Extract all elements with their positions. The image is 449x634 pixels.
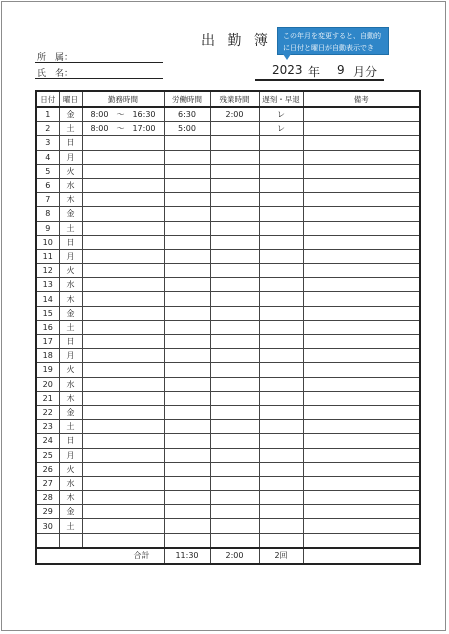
- date-cell: 1: [36, 107, 59, 122]
- late-early-cell[interactable]: レ: [259, 107, 303, 122]
- table-row: [36, 320, 420, 334]
- weekday-cell: 金: [59, 207, 82, 221]
- table-row: [36, 122, 420, 136]
- weekday-cell: 火: [59, 363, 82, 377]
- work-hours-cell[interactable]: [82, 349, 164, 363]
- work-hours-cell[interactable]: [82, 448, 164, 462]
- overtime-cell[interactable]: [210, 377, 259, 391]
- table-row: [36, 249, 420, 263]
- weekday-cell: 日: [59, 136, 82, 150]
- work-hours-cell[interactable]: [82, 434, 164, 448]
- late-early-cell[interactable]: [259, 136, 303, 150]
- overtime-cell[interactable]: [210, 505, 259, 519]
- notes-cell[interactable]: [303, 122, 420, 136]
- date-cell: 9: [36, 221, 59, 235]
- table-row: [36, 292, 420, 306]
- year-unit: 年: [308, 65, 321, 79]
- hint-callout: この年月を変更すると、自動的に日付と曜日が自動表示でき: [277, 27, 389, 55]
- attendance-table: [35, 90, 421, 565]
- table-row: [36, 505, 420, 519]
- year-value[interactable]: 2023: [272, 63, 303, 77]
- header-late-early: 遅刻・早退: [259, 91, 303, 107]
- late-early-cell[interactable]: [259, 349, 303, 363]
- notes-cell[interactable]: [303, 448, 420, 462]
- labor-time-cell[interactable]: [164, 505, 210, 519]
- total-overtime: 2:00: [210, 548, 259, 564]
- weekday-cell: 火: [59, 462, 82, 476]
- late-early-cell[interactable]: [259, 278, 303, 292]
- table-row: [36, 207, 420, 221]
- date-cell: 21: [36, 391, 59, 405]
- overtime-cell[interactable]: [210, 462, 259, 476]
- notes-cell[interactable]: [303, 476, 420, 490]
- late-early-cell[interactable]: [259, 221, 303, 235]
- table-row: [36, 264, 420, 278]
- notes-cell[interactable]: [303, 193, 420, 207]
- overtime-cell[interactable]: [210, 320, 259, 334]
- late-early-cell[interactable]: [259, 405, 303, 419]
- overtime-cell[interactable]: [210, 405, 259, 419]
- name-underline: [35, 78, 163, 79]
- weekday-cell: [59, 533, 82, 548]
- work-hours-cell[interactable]: [82, 249, 164, 263]
- date-cell: 17: [36, 335, 59, 349]
- labor-time-cell[interactable]: [164, 306, 210, 320]
- notes-cell[interactable]: [303, 235, 420, 249]
- labor-time-cell[interactable]: [164, 448, 210, 462]
- date-cell: 24: [36, 434, 59, 448]
- date-cell: 27: [36, 476, 59, 490]
- notes-cell[interactable]: [303, 306, 420, 320]
- table-row: [36, 391, 420, 405]
- page-title: 出 勤 簿: [201, 33, 272, 49]
- work-hours-cell[interactable]: [82, 363, 164, 377]
- start-time: 8:00: [90, 124, 109, 134]
- time-separator: ～: [116, 110, 125, 120]
- date-cell: 23: [36, 420, 59, 434]
- labor-time-cell[interactable]: [164, 519, 210, 533]
- work-hours-cell[interactable]: [82, 193, 164, 207]
- late-early-cell[interactable]: [259, 420, 303, 434]
- late-early-cell[interactable]: [259, 533, 303, 548]
- department-underline: [35, 62, 163, 63]
- table-row: [36, 462, 420, 476]
- weekday-cell: 木: [59, 193, 82, 207]
- work-hours-cell[interactable]: [82, 150, 164, 164]
- overtime-cell[interactable]: [210, 207, 259, 221]
- late-early-cell[interactable]: [259, 320, 303, 334]
- weekday-cell: 月: [59, 349, 82, 363]
- callout-pointer: [283, 54, 291, 60]
- table-row: [36, 448, 420, 462]
- work-hours-cell[interactable]: [82, 264, 164, 278]
- end-time: 17:00: [132, 124, 156, 134]
- notes-cell[interactable]: [303, 363, 420, 377]
- late-early-cell[interactable]: [259, 335, 303, 349]
- late-early-cell[interactable]: [259, 306, 303, 320]
- notes-cell[interactable]: [303, 320, 420, 334]
- labor-time-cell[interactable]: [164, 136, 210, 150]
- late-early-cell[interactable]: [259, 505, 303, 519]
- table-row: [36, 150, 420, 164]
- weekday-cell: 火: [59, 264, 82, 278]
- overtime-cell[interactable]: [210, 363, 259, 377]
- date-cell: 14: [36, 292, 59, 306]
- weekday-cell: 月: [59, 249, 82, 263]
- notes-cell[interactable]: [303, 278, 420, 292]
- weekday-cell: 水: [59, 178, 82, 192]
- work-hours-cell[interactable]: [82, 505, 164, 519]
- work-hours-cell[interactable]: [82, 221, 164, 235]
- department-label: 所 属：: [37, 53, 74, 63]
- period-underline: [255, 79, 384, 81]
- labor-time-cell[interactable]: [164, 349, 210, 363]
- weekday-cell: 日: [59, 235, 82, 249]
- work-hours-cell[interactable]: [82, 178, 164, 192]
- work-hours-cell[interactable]: [82, 164, 164, 178]
- header-work-hours: 勤務時間: [82, 91, 164, 107]
- overtime-cell[interactable]: [210, 249, 259, 263]
- weekday-cell: 火: [59, 164, 82, 178]
- table-row: [36, 349, 420, 363]
- overtime-cell[interactable]: [210, 420, 259, 434]
- work-hours-cell[interactable]: [82, 462, 164, 476]
- work-hours-cell[interactable]: [82, 491, 164, 505]
- notes-cell[interactable]: [303, 207, 420, 221]
- overtime-cell[interactable]: [210, 391, 259, 405]
- weekday-cell: 水: [59, 278, 82, 292]
- start-time: 8:00: [90, 110, 109, 120]
- weekday-cell: 金: [59, 306, 82, 320]
- late-early-cell[interactable]: [259, 377, 303, 391]
- overtime-cell[interactable]: [210, 448, 259, 462]
- table-row: [36, 519, 420, 533]
- weekday-cell: 月: [59, 150, 82, 164]
- labor-time-cell[interactable]: [164, 420, 210, 434]
- labor-time-cell[interactable]: [164, 164, 210, 178]
- table-row: [36, 164, 420, 178]
- work-hours-cell[interactable]: [82, 235, 164, 249]
- date-cell: 11: [36, 249, 59, 263]
- late-early-cell[interactable]: [259, 434, 303, 448]
- labor-time-cell[interactable]: [164, 377, 210, 391]
- date-cell: 16: [36, 320, 59, 334]
- overtime-cell[interactable]: [210, 150, 259, 164]
- weekday-cell: 水: [59, 377, 82, 391]
- work-hours-cell[interactable]: [82, 306, 164, 320]
- date-cell: 10: [36, 235, 59, 249]
- weekday-cell: 木: [59, 292, 82, 306]
- overtime-cell[interactable]: [210, 178, 259, 192]
- labor-time-cell[interactable]: [164, 193, 210, 207]
- labor-time-cell[interactable]: [164, 363, 210, 377]
- notes-cell[interactable]: [303, 335, 420, 349]
- notes-cell[interactable]: [303, 505, 420, 519]
- date-cell: 13: [36, 278, 59, 292]
- labor-time-cell[interactable]: [164, 476, 210, 490]
- labor-time-cell[interactable]: [164, 292, 210, 306]
- notes-cell[interactable]: [303, 164, 420, 178]
- table-row: [36, 377, 420, 391]
- weekday-cell: 木: [59, 391, 82, 405]
- late-early-cell[interactable]: レ: [259, 122, 303, 136]
- header-labor-time: 労働時間: [164, 91, 210, 107]
- overtime-cell[interactable]: [210, 476, 259, 490]
- labor-time-cell[interactable]: [164, 278, 210, 292]
- date-cell: 25: [36, 448, 59, 462]
- labor-time-cell[interactable]: 5:00: [164, 122, 210, 136]
- labor-time-cell[interactable]: 6:30: [164, 107, 210, 122]
- late-early-cell[interactable]: [259, 207, 303, 221]
- overtime-cell[interactable]: [210, 349, 259, 363]
- weekday-cell: 土: [59, 320, 82, 334]
- total-notes: [303, 548, 420, 564]
- date-cell: 12: [36, 264, 59, 278]
- name-label: 氏 名：: [37, 69, 74, 79]
- labor-time-cell[interactable]: [164, 533, 210, 548]
- work-hours-cell[interactable]: [82, 391, 164, 405]
- overtime-cell[interactable]: [210, 122, 259, 136]
- weekday-cell: 土: [59, 519, 82, 533]
- date-cell: 6: [36, 178, 59, 192]
- weekday-cell: 金: [59, 405, 82, 419]
- notes-cell[interactable]: [303, 221, 420, 235]
- labor-time-cell[interactable]: [164, 249, 210, 263]
- late-early-cell[interactable]: [259, 292, 303, 306]
- labor-time-cell[interactable]: [164, 462, 210, 476]
- notes-cell[interactable]: [303, 150, 420, 164]
- notes-cell[interactable]: [303, 405, 420, 419]
- work-hours-cell[interactable]: [82, 519, 164, 533]
- work-hours-cell[interactable]: [82, 207, 164, 221]
- work-hours-cell[interactable]: [82, 377, 164, 391]
- table-row: [36, 107, 420, 122]
- notes-cell[interactable]: [303, 249, 420, 263]
- table-row: [36, 476, 420, 490]
- overtime-cell[interactable]: [210, 164, 259, 178]
- table-row: [36, 533, 420, 548]
- table-row: [36, 405, 420, 419]
- overtime-cell[interactable]: [210, 533, 259, 548]
- labor-time-cell[interactable]: [164, 434, 210, 448]
- table-row: [36, 335, 420, 349]
- work-hours-cell[interactable]: [82, 405, 164, 419]
- work-hours-cell[interactable]: [82, 335, 164, 349]
- weekday-cell: 土: [59, 221, 82, 235]
- overtime-cell[interactable]: 2:00: [210, 107, 259, 122]
- weekday-cell: 木: [59, 491, 82, 505]
- date-cell: 22: [36, 405, 59, 419]
- total-work: 11:30: [164, 548, 210, 564]
- total-row: [36, 548, 420, 564]
- time-separator: ～: [116, 124, 125, 134]
- weekday-cell: 水: [59, 476, 82, 490]
- work-hours-cell[interactable]: [82, 533, 164, 548]
- work-hours-cell[interactable]: [82, 278, 164, 292]
- overtime-cell[interactable]: [210, 278, 259, 292]
- date-cell: 18: [36, 349, 59, 363]
- late-early-cell[interactable]: [259, 476, 303, 490]
- notes-cell[interactable]: [303, 420, 420, 434]
- table-row: [36, 434, 420, 448]
- overtime-cell[interactable]: [210, 306, 259, 320]
- late-early-cell[interactable]: [259, 448, 303, 462]
- work-hours-cell[interactable]: [82, 320, 164, 334]
- labor-time-cell[interactable]: [164, 207, 210, 221]
- weekday-cell: 金: [59, 505, 82, 519]
- notes-cell[interactable]: [303, 533, 420, 548]
- late-early-cell[interactable]: [259, 193, 303, 207]
- late-early-cell[interactable]: [259, 249, 303, 263]
- notes-cell[interactable]: [303, 462, 420, 476]
- late-early-cell[interactable]: [259, 164, 303, 178]
- notes-cell[interactable]: [303, 377, 420, 391]
- notes-cell[interactable]: [303, 519, 420, 533]
- notes-cell[interactable]: [303, 136, 420, 150]
- late-early-cell[interactable]: [259, 178, 303, 192]
- labor-time-cell[interactable]: [164, 235, 210, 249]
- labor-time-cell[interactable]: [164, 405, 210, 419]
- labor-time-cell[interactable]: [164, 491, 210, 505]
- notes-cell[interactable]: [303, 349, 420, 363]
- total-late: 2回: [259, 548, 303, 564]
- overtime-cell[interactable]: [210, 136, 259, 150]
- late-early-cell[interactable]: [259, 150, 303, 164]
- date-cell: 29: [36, 505, 59, 519]
- table-row: [36, 136, 420, 150]
- date-cell: 2: [36, 122, 59, 136]
- notes-cell[interactable]: [303, 434, 420, 448]
- late-early-cell[interactable]: [259, 264, 303, 278]
- work-hours-cell[interactable]: [82, 292, 164, 306]
- table-row: [36, 235, 420, 249]
- late-early-cell[interactable]: [259, 235, 303, 249]
- notes-cell[interactable]: [303, 491, 420, 505]
- weekday-cell: 月: [59, 448, 82, 462]
- work-hours-cell[interactable]: [82, 420, 164, 434]
- month-unit: 月分: [353, 65, 378, 79]
- weekday-cell: 土: [59, 420, 82, 434]
- end-time: 16:30: [132, 110, 156, 120]
- overtime-cell[interactable]: [210, 193, 259, 207]
- late-early-cell[interactable]: [259, 363, 303, 377]
- weekday-cell: 日: [59, 434, 82, 448]
- date-cell: 8: [36, 207, 59, 221]
- date-cell: 19: [36, 363, 59, 377]
- labor-time-cell[interactable]: [164, 221, 210, 235]
- late-early-cell[interactable]: [259, 519, 303, 533]
- notes-cell[interactable]: [303, 178, 420, 192]
- table-row: [36, 178, 420, 192]
- notes-cell[interactable]: [303, 107, 420, 122]
- month-value[interactable]: 9: [337, 63, 345, 77]
- table-row: [36, 306, 420, 320]
- weekday-cell: 土: [59, 122, 82, 136]
- weekday-cell: 金: [59, 107, 82, 122]
- work-hours-cell[interactable]: [82, 476, 164, 490]
- overtime-cell[interactable]: [210, 491, 259, 505]
- date-cell: 5: [36, 164, 59, 178]
- labor-time-cell[interactable]: [164, 391, 210, 405]
- date-cell: 20: [36, 377, 59, 391]
- work-hours-cell[interactable]: [82, 122, 164, 136]
- total-label: 合計: [36, 548, 164, 564]
- late-early-cell[interactable]: [259, 462, 303, 476]
- table-row: [36, 363, 420, 377]
- date-cell: 3: [36, 136, 59, 150]
- overtime-cell[interactable]: [210, 221, 259, 235]
- overtime-cell[interactable]: [210, 434, 259, 448]
- notes-cell[interactable]: [303, 391, 420, 405]
- date-cell: 28: [36, 491, 59, 505]
- header-notes: 備考: [303, 91, 420, 107]
- notes-cell[interactable]: [303, 264, 420, 278]
- date-cell: 4: [36, 150, 59, 164]
- date-cell: 15: [36, 306, 59, 320]
- labor-time-cell[interactable]: [164, 264, 210, 278]
- work-hours-cell[interactable]: [82, 107, 164, 122]
- overtime-cell[interactable]: [210, 264, 259, 278]
- late-early-cell[interactable]: [259, 391, 303, 405]
- table-header-row: [36, 91, 420, 107]
- header-date: 日付: [36, 91, 59, 107]
- table-row: [36, 193, 420, 207]
- date-cell: 26: [36, 462, 59, 476]
- notes-cell[interactable]: [303, 292, 420, 306]
- table-row: [36, 420, 420, 434]
- date-cell: 30: [36, 519, 59, 533]
- labor-time-cell[interactable]: [164, 320, 210, 334]
- work-hours-cell[interactable]: [82, 136, 164, 150]
- overtime-cell[interactable]: [210, 519, 259, 533]
- table-row: [36, 491, 420, 505]
- overtime-cell[interactable]: [210, 235, 259, 249]
- overtime-cell[interactable]: [210, 292, 259, 306]
- date-cell: [36, 533, 59, 548]
- table-row: [36, 278, 420, 292]
- weekday-cell: 日: [59, 335, 82, 349]
- labor-time-cell[interactable]: [164, 150, 210, 164]
- overtime-cell[interactable]: [210, 335, 259, 349]
- date-cell: 7: [36, 193, 59, 207]
- labor-time-cell[interactable]: [164, 335, 210, 349]
- late-early-cell[interactable]: [259, 491, 303, 505]
- labor-time-cell[interactable]: [164, 178, 210, 192]
- header-overtime: 残業時間: [210, 91, 259, 107]
- table-row: [36, 221, 420, 235]
- header-weekday: 曜日: [59, 91, 82, 107]
